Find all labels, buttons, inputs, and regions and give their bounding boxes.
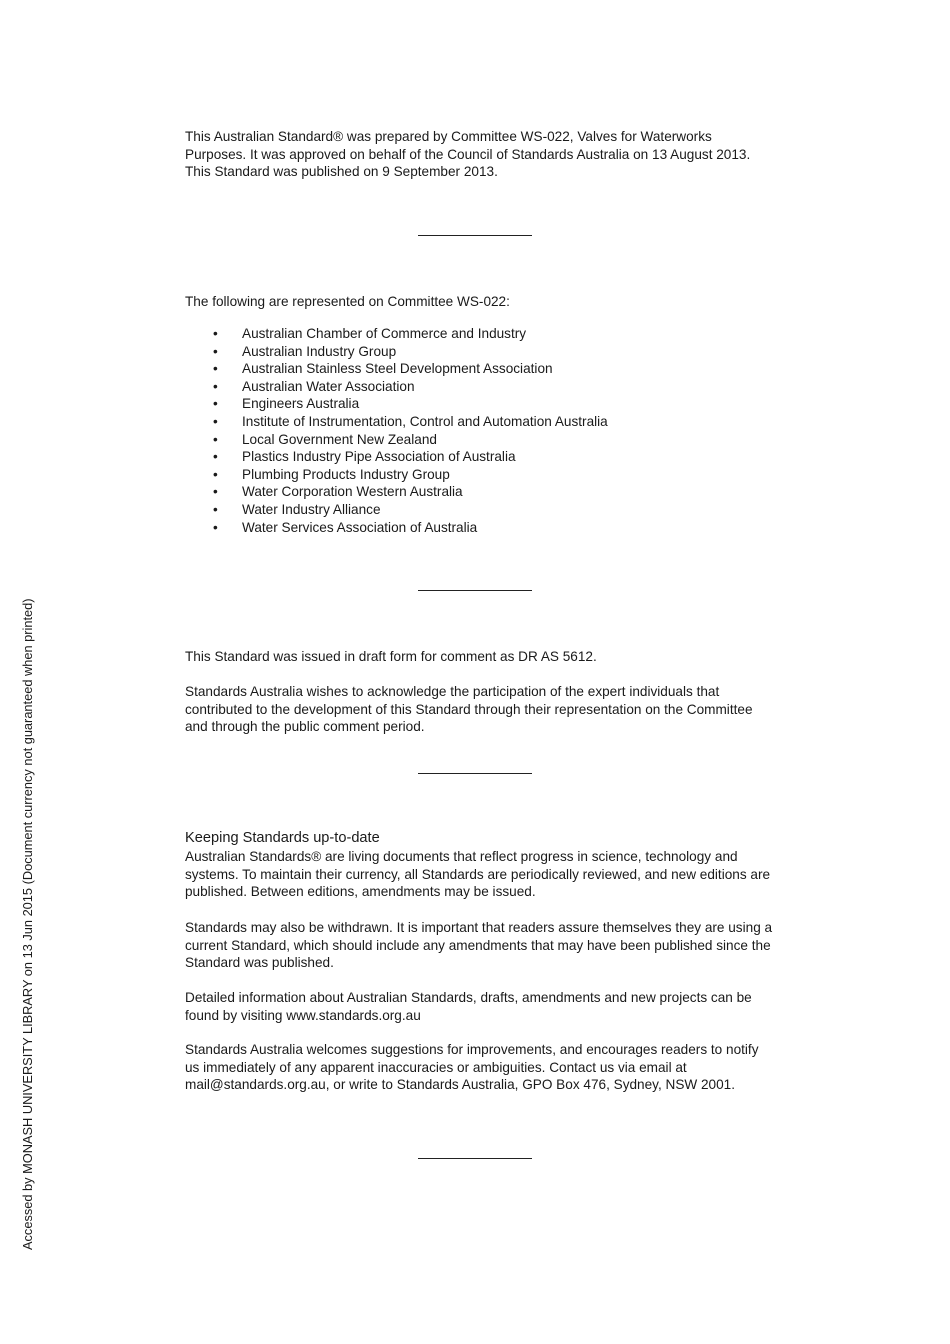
list-item bbox=[185, 378, 775, 396]
list-item-text: Plumbing Products Industry Group bbox=[242, 466, 450, 482]
standards-website-link[interactable]: www.standards.org.au bbox=[286, 1007, 421, 1023]
bullet: • bbox=[213, 396, 218, 412]
section-heading: Keeping Standards up-to-date bbox=[185, 830, 380, 846]
bullet: • bbox=[213, 378, 218, 394]
preparation-statement bbox=[185, 128, 775, 181]
withdrawn-paragraph: Standards may also be withdrawn. It is important that readers assure themselves they are using a current Standard, which should include any amendments that may have been published since the Standard was published. bbox=[185, 920, 773, 971]
contact-email-link[interactable]: mail@standards.org.au bbox=[185, 1077, 326, 1093]
section-divider-2 bbox=[418, 590, 532, 591]
list-item bbox=[185, 519, 775, 537]
bullet: • bbox=[213, 413, 218, 429]
draft-issued-statement: This Standard was issued in draft form for comment as DR AS 5612. bbox=[185, 649, 597, 664]
list-item-text: Institute of Instrumentation, Control and Automation Australia bbox=[242, 413, 608, 429]
list-item bbox=[185, 343, 775, 361]
list-item bbox=[185, 360, 775, 378]
list-item-text: Water Corporation Western Australia bbox=[242, 484, 463, 500]
list-item bbox=[185, 466, 775, 484]
committee-intro: The following are represented on Committee WS-022: bbox=[185, 294, 510, 309]
list-item bbox=[185, 413, 775, 431]
list-item bbox=[185, 431, 775, 449]
bullet: • bbox=[213, 343, 218, 359]
list-item bbox=[185, 395, 775, 413]
list-item-text: Australian Water Association bbox=[242, 378, 415, 394]
list-item-text: Engineers Australia bbox=[242, 396, 360, 412]
suggestions-paragraph bbox=[185, 1041, 775, 1094]
list-item bbox=[185, 448, 775, 466]
list-item bbox=[185, 501, 775, 519]
bullet: • bbox=[213, 361, 218, 377]
section-divider-3 bbox=[418, 773, 532, 774]
list-item-text: Australian Chamber of Commerce and Industry bbox=[242, 326, 527, 341]
acknowledgement-paragraph: Standards Australia wishes to acknowledge the participation of the expert individuals that contributed to the development of this Standard through their representation on the Committee and through the public comment period. bbox=[185, 684, 753, 735]
list-item-text: Water Industry Alliance bbox=[242, 501, 381, 517]
preparation-text: This Australian Standard® was prepared by Committee WS-022, Valves for Waterworks Purposes. It was approved on behalf of the Council of Standards Australia on 13 August 2013. bbox=[185, 129, 751, 162]
section-divider-4 bbox=[418, 1158, 532, 1159]
bullet: • bbox=[213, 519, 218, 535]
list-item-text: Water Services Association of Australia bbox=[242, 519, 478, 535]
suggestions-text: Standards Australia welcomes suggestions for improvements, and encourages readers to notify us immediately of any apparent inaccuracies or ambiguities. Contact us via email at bbox=[185, 1042, 759, 1075]
bullet: • bbox=[213, 449, 218, 465]
access-watermark: Accessed by MONASH UNIVERSITY LIBRARY on 13 Jun 2015 (Document currency not guaranteed when printed) bbox=[20, 598, 35, 1250]
list-item bbox=[185, 483, 775, 501]
postal-address-text: , or write to Standards Australia, GPO Box 476, Sydney, NSW 2001. bbox=[325, 1077, 736, 1093]
bullet: • bbox=[213, 326, 218, 341]
list-item-text: Australian Industry Group bbox=[242, 343, 397, 359]
list-item bbox=[185, 325, 775, 343]
bullet: • bbox=[213, 484, 218, 500]
bullet: • bbox=[213, 431, 218, 447]
detailed-info-paragraph bbox=[185, 989, 775, 1024]
committee-member-list bbox=[185, 325, 775, 536]
list-item-text: Plastics Industry Pipe Association of Australia bbox=[242, 449, 516, 465]
list-item-text: Local Government New Zealand bbox=[242, 431, 437, 447]
section-divider-1 bbox=[418, 235, 532, 236]
living-documents-paragraph: Australian Standards® are living documents that reflect progress in science, technology and systems. To maintain their currency, all Standards are periodically reviewed, and new editions are published. Between editions, amendments may be issued. bbox=[185, 849, 771, 900]
list-item-text: Australian Stainless Steel Development Association bbox=[242, 361, 553, 377]
bullet: • bbox=[213, 466, 218, 482]
publication-date-text: This Standard was published on 9 September 2013. bbox=[185, 164, 498, 180]
bullet: • bbox=[213, 501, 218, 517]
detailed-info-text: Detailed information about Australian Standards, drafts, amendments and new projects can be found by visiting bbox=[185, 990, 752, 1023]
